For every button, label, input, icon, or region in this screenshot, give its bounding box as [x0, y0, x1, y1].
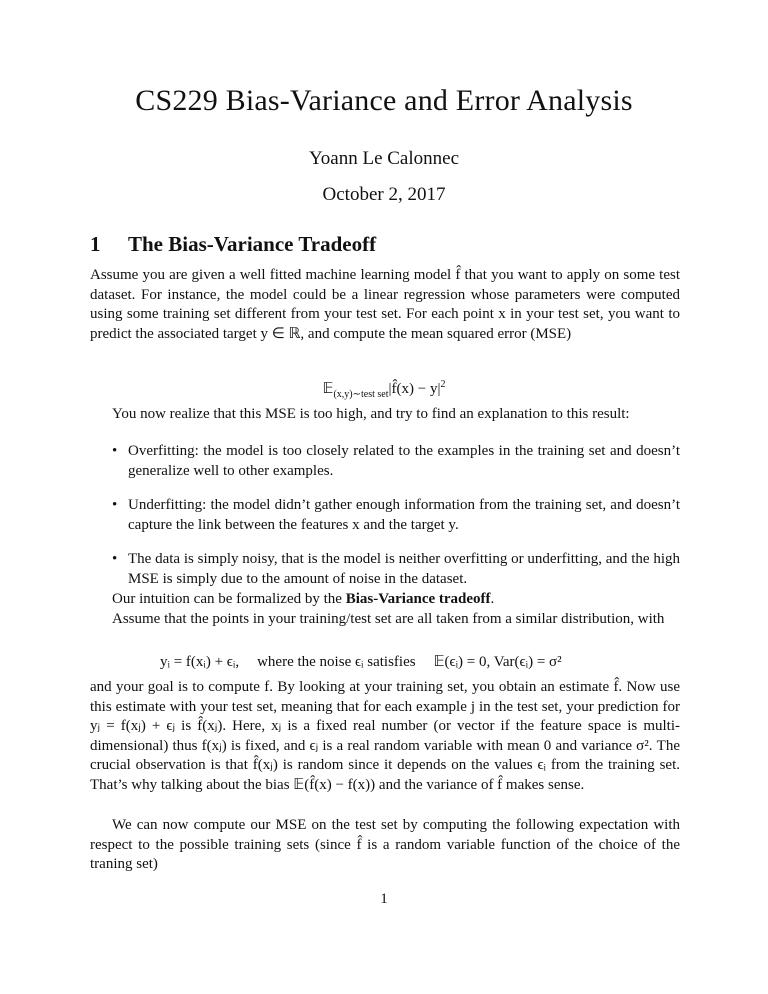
- section-number: 1: [90, 232, 101, 256]
- paper-title: CS229 Bias-Variance and Error Analysis: [135, 84, 633, 117]
- list-item: [90, 496, 680, 535]
- list-item-text: Overfitting: the model is too closely related to the examples in the training set and doesn’t generalize well to other examples.: [128, 443, 680, 479]
- bias-variance-term: Bias-Variance tradeoff: [345, 591, 491, 607]
- list-item: [90, 442, 680, 481]
- intuition-suffix: .: [490, 591, 495, 607]
- equation-noise-right: 𝔼(ϵᵢ) = 0, Var(ϵᵢ) = σ²: [433, 654, 562, 670]
- equation-mse: [0, 379, 768, 400]
- bullet-icon: •: [112, 551, 118, 567]
- section-title: The Bias-Variance Tradeoff: [128, 232, 377, 256]
- list-item-text: The data is simply noisy, that is the model is neither overfitting or underfitting, and the high MSE is simply due to the amount of noise in the dataset.: [128, 551, 680, 587]
- equation-mse-exponent: 2: [440, 379, 446, 390]
- equation-noise-left: yᵢ = f(xᵢ) + ϵᵢ,: [160, 654, 240, 670]
- paragraph-intro: Assume you are given a well fitted machine learning model f̂ that you want to apply on some test dataset. For instance, the model could be a linear regression whose parameters were computed using some training set different from your test set. For each point x in your test set, you want to predict the associated target y ∈ ℝ, and compute the mean squared error (MSE): [90, 267, 680, 342]
- paragraph-assume: Assume that the points in your training/test set are all taken from a similar distribution, with: [112, 611, 665, 627]
- bullet-icon: •: [112, 497, 118, 513]
- equation-noise-model: [160, 652, 562, 671]
- equation-mse-expectation: 𝔼: [322, 381, 334, 397]
- paragraph-realize: You now realize that this MSE is too high, and try to find an explanation to this result:: [112, 406, 630, 422]
- publication-date: October 2, 2017: [322, 184, 446, 205]
- equation-mse-subscript: (x,y)∼test set: [333, 389, 389, 400]
- page-number: 1: [380, 891, 388, 907]
- list-item-text: Underfitting: the model didn’t gather enough information from the training set, and doesn’t capture the link between the features x and the target y.: [128, 497, 680, 533]
- paragraph-estimate: and your goal is to compute f. By looking at your training set, you obtain an estimate f̂. Now use this estimate with your test set, meaning that for each example j in the test set, your prediction for yⱼ = f(xⱼ) + ϵⱼ is f̂(xⱼ). Here, xⱼ is a fixed real number (or vector if the feature space is multi-dimensional) thus f(xⱼ) is fixed, and ϵⱼ is a real random variable with mean 0 and variance σ². The crucial observation is that f̂(xⱼ) is random since it depends on the values ϵᵢ from the training set. That’s why talking about the bias 𝔼(f̂(x) − f(x)) and the variance of f̂ makes sense.: [90, 679, 680, 793]
- section-heading: [90, 232, 376, 257]
- author-name: Yoann Le Calonnec: [308, 148, 460, 169]
- equation-noise-middle: where the noise ϵᵢ satisfies: [257, 654, 416, 670]
- explanation-list: [90, 442, 680, 604]
- intuition-text: Our intuition can be formalized by the: [112, 591, 346, 607]
- list-item: [90, 550, 680, 589]
- bullet-icon: •: [112, 443, 118, 459]
- equation-mse-body: |f̂(x) − y|: [388, 381, 441, 397]
- paragraph-compute-mse: We can now compute our MSE on the test set by computing the following expectation with respect to the possible training sets (since f̂ is a random variable function of the choice of the traning set): [90, 817, 680, 872]
- paragraph-intuition: [90, 590, 680, 610]
